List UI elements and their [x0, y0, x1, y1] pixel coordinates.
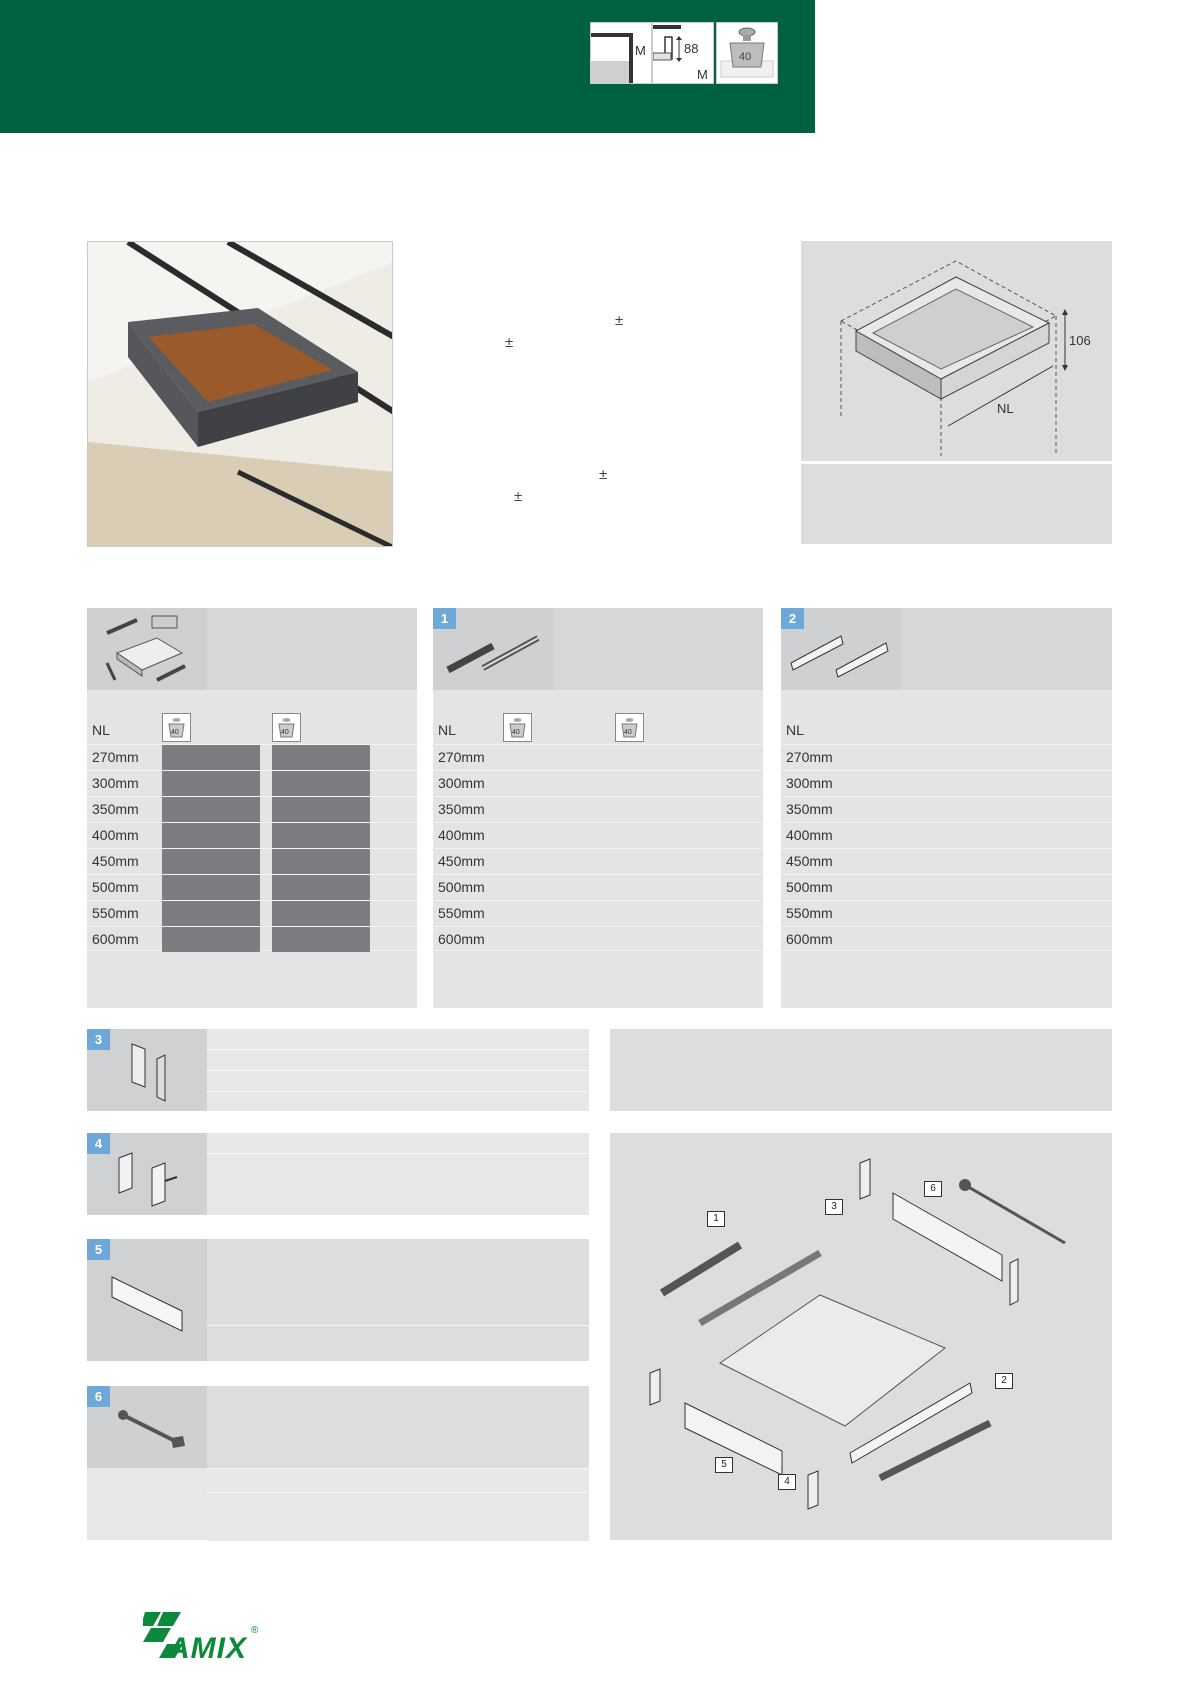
callout-4: 4	[778, 1474, 796, 1490]
size-value: 500mm	[786, 879, 833, 895]
registered-mark: ®	[251, 1625, 259, 1636]
exploded-diagram	[610, 1133, 1112, 1540]
size-row	[781, 822, 1112, 847]
size-value: 450mm	[438, 853, 485, 869]
item-badge: 5	[87, 1239, 110, 1260]
rail-thumbnail	[87, 1386, 207, 1540]
load-icon-value: 40	[512, 729, 520, 736]
size-row	[433, 770, 763, 795]
diagram-nl-label: NL	[997, 401, 1014, 416]
size-row	[433, 822, 763, 847]
callout-6: 6	[924, 1181, 942, 1197]
size-row	[781, 900, 1112, 925]
brand-logo-text: AMIX	[168, 1632, 247, 1665]
size-value: 550mm	[92, 905, 139, 921]
callout-2: 2	[995, 1373, 1013, 1389]
size-value: 500mm	[92, 879, 139, 895]
front-bracket-details	[207, 1029, 589, 1111]
dimension-diagram	[801, 241, 1112, 461]
size-row	[87, 848, 417, 873]
size-row	[87, 770, 417, 795]
size-row	[433, 874, 763, 899]
info-box	[610, 1029, 1112, 1111]
front-bracket-thumbnail	[87, 1029, 207, 1111]
load-40-icon	[162, 713, 191, 742]
size-row	[87, 744, 417, 769]
size-row	[87, 796, 417, 821]
size-row	[781, 770, 1112, 795]
size-value: 270mm	[92, 749, 139, 765]
size-row	[781, 796, 1112, 821]
size-row	[781, 848, 1112, 873]
drawer-set-thumbnail	[87, 608, 207, 690]
mounting-icon-label: M	[635, 43, 646, 58]
size-value: 450mm	[92, 853, 139, 869]
size-value: 350mm	[438, 801, 485, 817]
size-value: 300mm	[438, 775, 485, 791]
height-icon-label: M	[697, 67, 708, 82]
nl-label: NL	[786, 722, 804, 738]
size-row	[87, 926, 417, 951]
size-value: 400mm	[92, 827, 139, 843]
size-value: 270mm	[786, 749, 833, 765]
nl-label: NL	[92, 722, 110, 738]
side-panels-panel	[781, 608, 1112, 1008]
drawer-photo	[87, 241, 393, 547]
size-value: 600mm	[92, 931, 139, 947]
size-row	[87, 822, 417, 847]
size-value: 350mm	[92, 801, 139, 817]
item-badge: 3	[87, 1029, 110, 1050]
size-value: 550mm	[438, 905, 485, 921]
item-badge: 6	[87, 1386, 110, 1407]
size-row	[87, 900, 417, 925]
load-40-icon	[272, 713, 301, 742]
size-row	[433, 848, 763, 873]
drawer-set-panel	[87, 608, 417, 1008]
size-row	[87, 874, 417, 899]
load-icon-value: 40	[281, 729, 289, 736]
size-row	[433, 900, 763, 925]
runners-panel	[433, 608, 763, 1008]
load-40-icon	[615, 713, 644, 742]
rail-details	[207, 1386, 589, 1540]
plus-minus-mark-1: ±	[615, 312, 624, 329]
plus-minus-mark-2: ±	[505, 334, 514, 351]
load-icon-value: 40	[171, 729, 179, 736]
size-value: 300mm	[92, 775, 139, 791]
plus-minus-mark-3: ±	[599, 466, 608, 483]
load-icon-value: 40	[624, 729, 632, 736]
size-value: 450mm	[786, 853, 833, 869]
size-value: 550mm	[786, 905, 833, 921]
callout-3: 3	[825, 1199, 843, 1215]
size-row	[433, 744, 763, 769]
size-row	[781, 926, 1112, 951]
size-value: 350mm	[786, 801, 833, 817]
load-weight-icon	[716, 22, 778, 84]
size-value: 600mm	[786, 931, 833, 947]
callout-1: 1	[707, 1211, 725, 1227]
height-value: 88	[684, 41, 699, 56]
size-row	[781, 744, 1112, 769]
size-value: 270mm	[438, 749, 485, 765]
rear-bracket-thumbnail	[87, 1133, 207, 1215]
callout-5: 5	[715, 1457, 733, 1473]
item-badge: 4	[87, 1133, 110, 1154]
nl-label: NL	[438, 722, 456, 738]
size-value: 600mm	[438, 931, 485, 947]
load-40-icon	[503, 713, 532, 742]
size-value: 300mm	[786, 775, 833, 791]
size-row	[433, 796, 763, 821]
height-icon	[652, 22, 714, 84]
rear-bracket-details	[207, 1133, 589, 1215]
diagram-caption-box	[801, 464, 1112, 544]
back-panel-details	[207, 1239, 589, 1361]
back-panel-thumbnail	[87, 1239, 207, 1361]
mounting-icon	[590, 22, 652, 84]
item-badge: 1	[433, 608, 456, 629]
size-value: 400mm	[438, 827, 485, 843]
size-row	[433, 926, 763, 951]
plus-minus-mark-4: ±	[514, 488, 523, 505]
size-value: 400mm	[786, 827, 833, 843]
load-weight-value: 40	[739, 51, 752, 63]
diagram-height-label: 106	[1069, 333, 1091, 348]
size-value: 500mm	[438, 879, 485, 895]
item-badge: 2	[781, 608, 804, 629]
size-row	[781, 874, 1112, 899]
